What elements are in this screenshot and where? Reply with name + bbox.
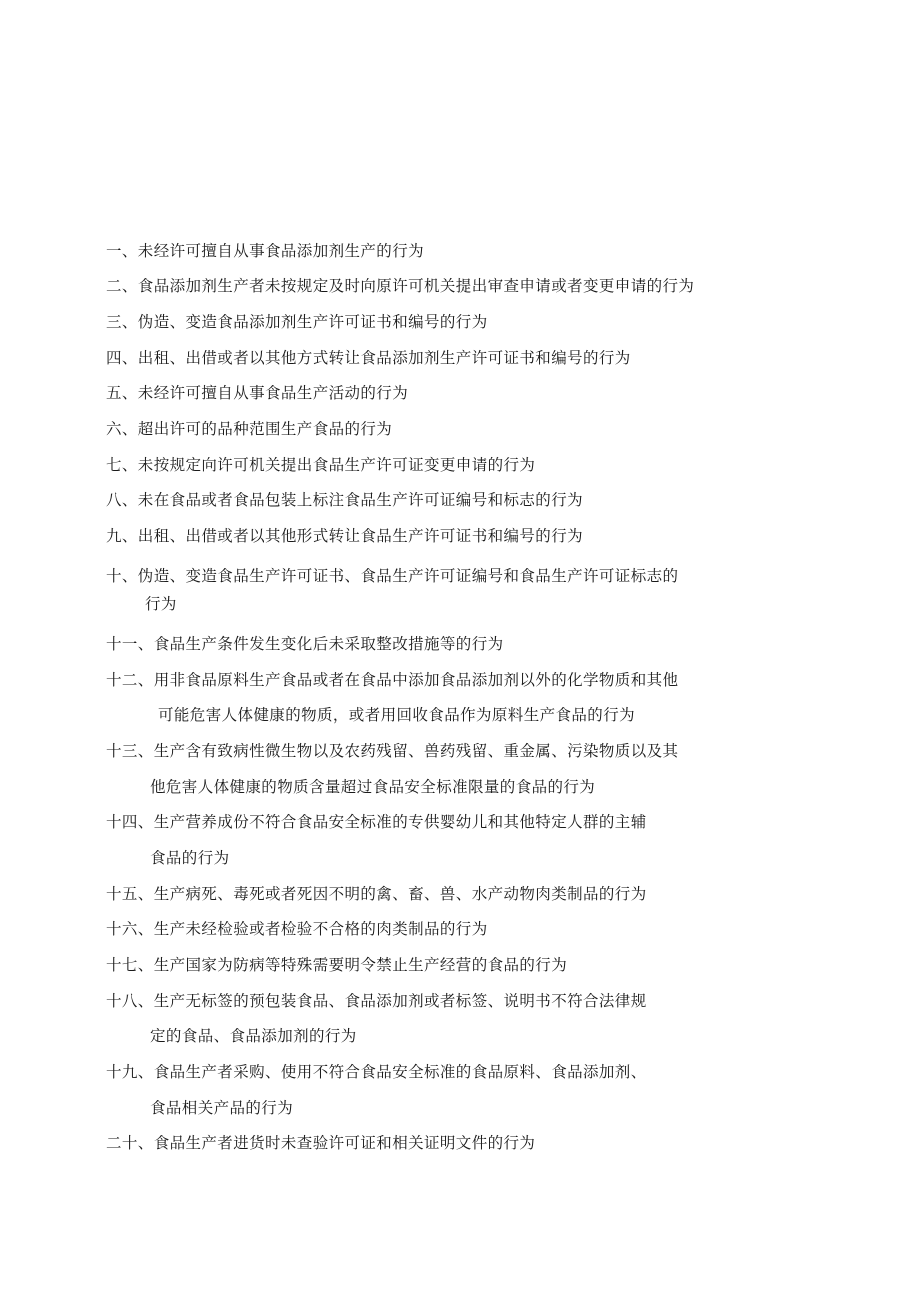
list-item-14: 十四、生产营养成份不符合食品安全标准的专供婴幼儿和其他特定人群的主辅 xyxy=(106,813,647,831)
list-item-20: 二十、食品生产者进货时未查验许可证和相关证明文件的行为 xyxy=(106,1134,536,1152)
list-item-4: 四、出租、出借或者以其他方式转让食品添加剂生产许可证书和编号的行为 xyxy=(106,349,631,367)
list-item-2: 二、食品添加剂生产者未按规定及时向原许可机关提出审查申请或者变更申请的行为 xyxy=(106,277,695,295)
list-item-19: 十九、食品生产者采购、使用不符合食品安全标准的食品原料、食品添加剂、 xyxy=(106,1063,647,1081)
list-item-19-continuation: 食品相关产品的行为 xyxy=(150,1099,294,1117)
list-item-13: 十三、生产含有致病性微生物以及农药残留、兽药残留、重金属、污染物质以及其 xyxy=(106,742,679,760)
list-item-5: 五、未经许可擅自从事食品生产活动的行为 xyxy=(106,384,409,402)
list-item-18-continuation: 定的食品、食品添加剂的行为 xyxy=(150,1027,357,1045)
list-item-10: 十、伪造、变造食品生产许可证书、食品生产许可证编号和食品生产许可证标志的 xyxy=(106,567,679,585)
list-item-7: 七、未按规定向许可机关提出食品生产许可证变更申请的行为 xyxy=(106,456,536,474)
list-item-12: 十二、用非食品原料生产食品或者在食品中添加食品添加剂以外的化学物质和其他 xyxy=(106,671,679,689)
list-item-1: 一、未经许可擅自从事食品添加剂生产的行为 xyxy=(106,242,425,260)
list-item-11: 十一、食品生产条件发生变化后未采取整改措施等的行为 xyxy=(106,635,504,653)
list-item-16: 十六、生产未经检验或者检验不合格的肉类制品的行为 xyxy=(106,920,488,938)
list-item-10-continuation: 行为 xyxy=(145,595,177,613)
list-item-18: 十八、生产无标签的预包装食品、食品添加剂或者标签、说明书不符合法律规 xyxy=(106,992,647,1010)
list-item-12-continuation: 可能危害人体健康的物质，或者用回收食品作为原料生产食品的行为 xyxy=(158,706,636,724)
list-item-6: 六、超出许可的品种范围生产食品的行为 xyxy=(106,420,393,438)
list-item-9: 九、出租、出借或者以其他形式转让食品生产许可证书和编号的行为 xyxy=(106,527,584,545)
list-item-15: 十五、生产病死、毒死或者死因不明的禽、畜、兽、水产动物肉类制品的行为 xyxy=(106,885,647,903)
list-item-3: 三、伪造、变造食品添加剂生产许可证书和编号的行为 xyxy=(106,313,488,331)
list-item-17: 十七、生产国家为防病等特殊需要明令禁止生产经营的食品的行为 xyxy=(106,956,568,974)
list-item-13-continuation: 他危害人体健康的物质含量超过食品安全标准限量的食品的行为 xyxy=(150,778,596,796)
list-item-8: 八、未在食品或者食品包装上标注食品生产许可证编号和标志的行为 xyxy=(106,491,584,509)
list-item-14-continuation: 食品的行为 xyxy=(150,849,230,867)
